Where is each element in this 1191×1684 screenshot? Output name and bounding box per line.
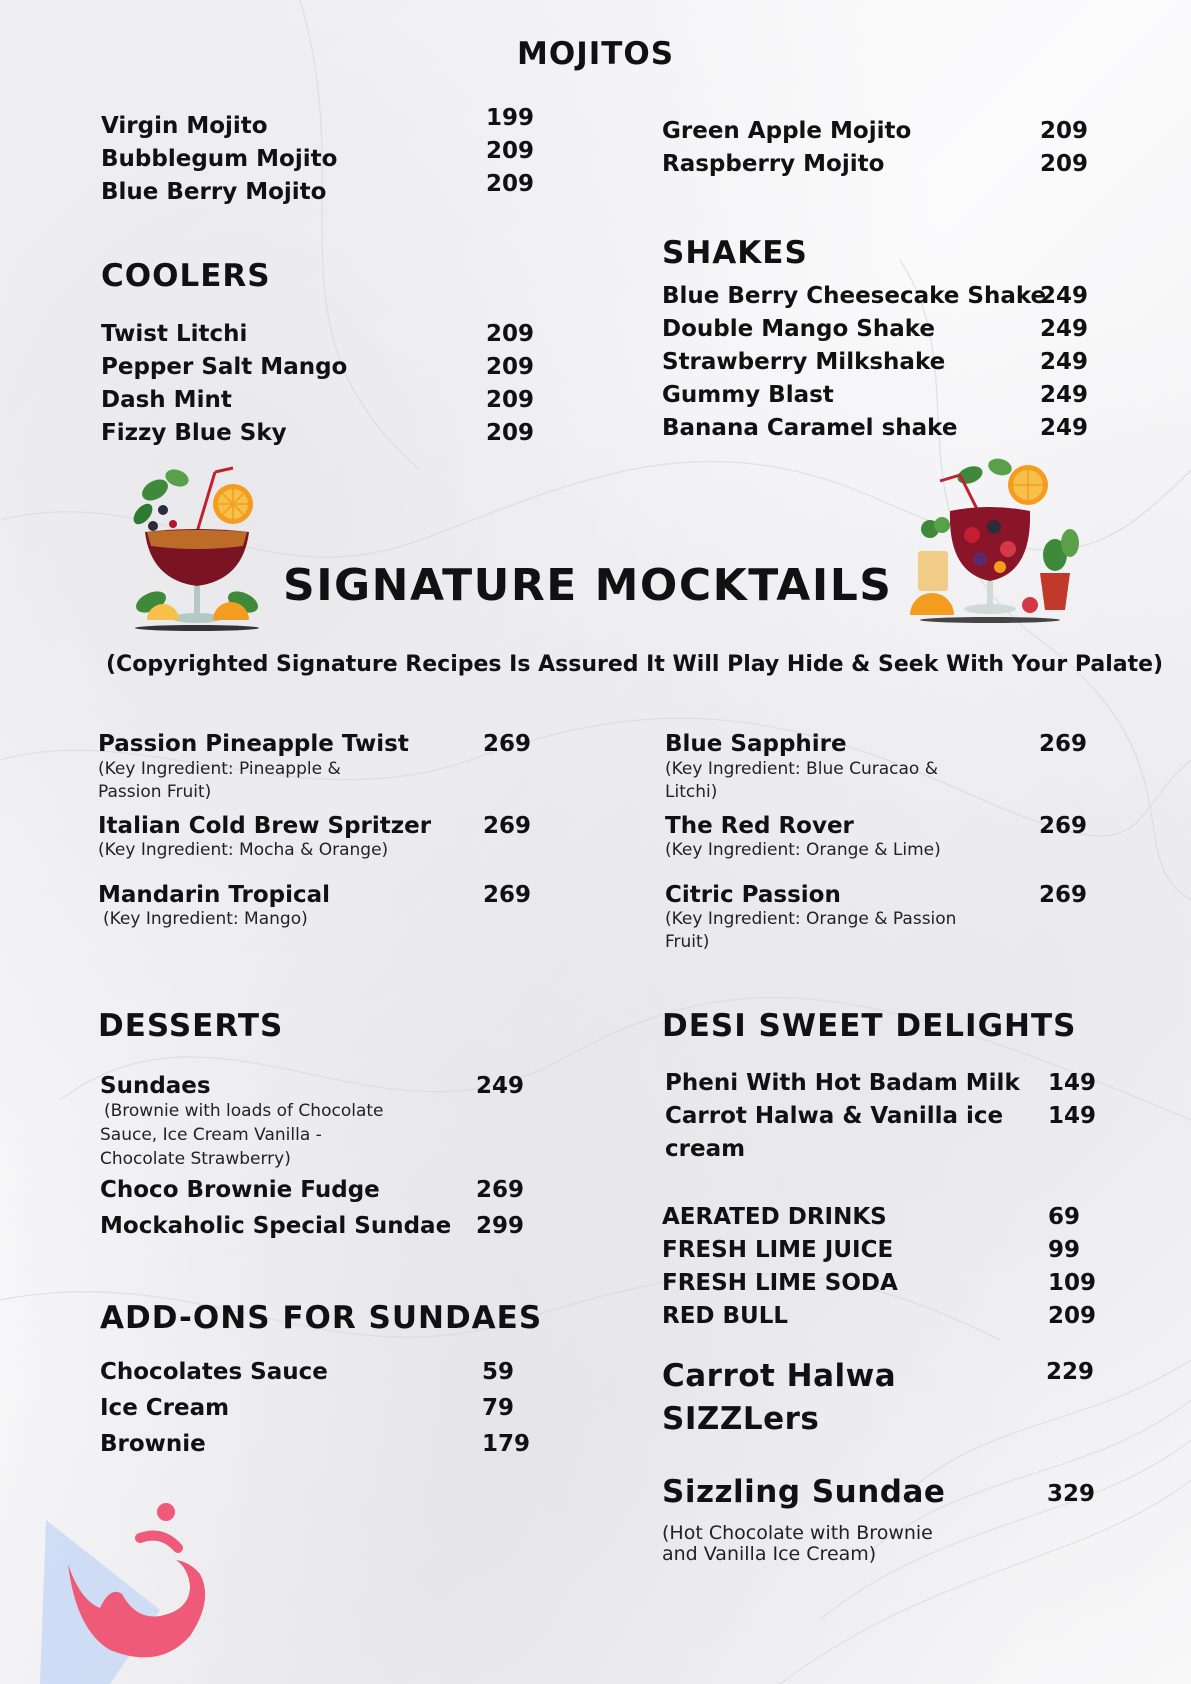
menu-item-price: 269: [1039, 731, 1088, 757]
menu-item-price: 79: [482, 1395, 515, 1421]
menu-item-price: 209: [486, 354, 535, 380]
menu-item-price: 299: [476, 1213, 525, 1239]
menu-item-description: Litchi): [665, 782, 718, 802]
menu-item-description: (Key Ingredient: Orange & Lime): [665, 840, 941, 860]
menu-item-name: Twist Litchi: [101, 321, 248, 347]
mojitos-title: MOJITOS: [517, 36, 675, 72]
coolers-title: COOLERS: [101, 258, 271, 294]
menu-item-price: 209: [486, 138, 535, 164]
menu-item-name: Blue Berry Mojito: [101, 179, 327, 205]
menu-item-price: 69: [1048, 1204, 1081, 1230]
menu-item-description: Fruit): [665, 932, 710, 952]
menu-item-description: (Key Ingredient: Mango): [103, 909, 308, 929]
menu-item-price: 59: [482, 1359, 515, 1385]
menu-item-name: Mockaholic Special Sundae: [100, 1213, 452, 1239]
menu-item-name: Banana Caramel shake: [662, 415, 958, 441]
menu-item-price: 209: [486, 171, 535, 197]
menu-item-name: The Red Rover: [665, 813, 854, 839]
menu-item-name: Virgin Mojito: [101, 113, 268, 139]
menu-item-name: cream: [665, 1136, 746, 1162]
signature-mocktails-title: SIGNATURE MOCKTAILS: [283, 560, 893, 611]
menu-item-description: (Key Ingredient: Pineapple &: [98, 759, 341, 779]
menu-item-price: 249: [1040, 316, 1089, 342]
menu-item-name: Passion Pineapple Twist: [98, 731, 409, 757]
sizzling-sundae-description: (Hot Chocolate with Brownie: [662, 1522, 933, 1544]
menu-item-description: (Key Ingredient: Orange & Passion: [665, 909, 957, 929]
splash-glass-logo: [40, 1490, 240, 1684]
menu-item-name: Pepper Salt Mango: [101, 354, 348, 380]
menu-item-name: Raspberry Mojito: [662, 151, 885, 177]
menu-item-price: 249: [476, 1073, 525, 1099]
menu-item-name: Citric Passion: [665, 882, 841, 908]
menu-item-price: 249: [1040, 415, 1089, 441]
menu-item-price: 269: [1039, 882, 1088, 908]
sizzling-sundae-title: Sizzling Sundae: [662, 1474, 946, 1510]
menu-item-name: Blue Berry Cheesecake Shake: [662, 283, 1047, 309]
menu-item-name: Bubblegum Mojito: [101, 146, 338, 172]
menu-item-name: Ice Cream: [100, 1395, 230, 1421]
menu-item-price: 99: [1048, 1237, 1081, 1263]
menu-item-price: 209: [1048, 1303, 1097, 1329]
menu-item-name: Green Apple Mojito: [662, 118, 912, 144]
fruit-mocktail-illustration: [910, 455, 1085, 625]
menu-item-price: 269: [483, 731, 532, 757]
menu-item-name: Sundaes: [100, 1073, 211, 1099]
menu-item-name: AERATED DRINKS: [662, 1204, 887, 1230]
sizzling-sundae-price: 329: [1047, 1481, 1096, 1507]
menu-item-price: 269: [483, 882, 532, 908]
desserts-title: DESSERTS: [98, 1008, 284, 1044]
menu-item-name: FRESH LIME SODA: [662, 1270, 898, 1296]
menu-item-name: Chocolates Sauce: [100, 1359, 328, 1385]
menu-item-name: Choco Brownie Fudge: [100, 1177, 380, 1203]
menu-item-price: 269: [1039, 813, 1088, 839]
sizzlers-title-line1: Carrot Halwa: [662, 1358, 897, 1394]
menu-item-name: Italian Cold Brew Spritzer: [98, 813, 432, 839]
sizzlers-title-line2: SIZZLers: [662, 1401, 820, 1437]
menu-item-name: Blue Sapphire: [665, 731, 847, 757]
sizzling-sundae-description: and Vanilla Ice Cream): [662, 1543, 877, 1565]
menu-item-price: 149: [1048, 1103, 1097, 1129]
menu-item-description: Sauce, Ice Cream Vanilla -: [100, 1125, 322, 1145]
menu-item-price: 209: [486, 387, 535, 413]
menu-item-price: 179: [482, 1431, 531, 1457]
menu-item-price: 149: [1048, 1070, 1097, 1096]
menu-item-name: Dash Mint: [101, 387, 232, 413]
menu-item-name: Mandarin Tropical: [98, 882, 331, 908]
shakes-title: SHAKES: [662, 235, 808, 271]
menu-item-name: Fizzy Blue Sky: [101, 420, 287, 446]
menu-item-description: (Key Ingredient: Mocha & Orange): [98, 840, 389, 860]
menu-item-description: (Key Ingredient: Blue Curacao &: [665, 759, 938, 779]
menu-item-description: (Brownie with loads of Chocolate: [104, 1101, 384, 1121]
desi-sweet-delights-title: DESI SWEET DELIGHTS: [662, 1008, 1077, 1044]
menu-item-name: RED BULL: [662, 1303, 789, 1329]
menu-item-price: 249: [1040, 283, 1089, 309]
menu-item-price: 269: [483, 813, 532, 839]
menu-item-name: Pheni With Hot Badam Milk: [665, 1070, 1020, 1096]
menu-item-name: Carrot Halwa & Vanilla ice: [665, 1103, 1004, 1129]
menu-item-name: Brownie: [100, 1431, 206, 1457]
menu-item-description: Chocolate Strawberry): [100, 1149, 291, 1169]
menu-item-price: 209: [486, 321, 535, 347]
menu-item-price: 109: [1048, 1270, 1097, 1296]
addons-title: ADD-ONS FOR SUNDAES: [100, 1300, 543, 1336]
menu-item-price: 249: [1040, 382, 1089, 408]
menu-item-price: 209: [1040, 118, 1089, 144]
menu-item-price: 269: [476, 1177, 525, 1203]
menu-item-name: Double Mango Shake: [662, 316, 936, 342]
menu-item-name: Strawberry Milkshake: [662, 349, 946, 375]
menu-item-description: Passion Fruit): [98, 782, 212, 802]
menu-item-price: 199: [486, 105, 535, 131]
menu-item-price: 209: [1040, 151, 1089, 177]
menu-item-name: Gummy Blast: [662, 382, 834, 408]
menu-item-price: 209: [486, 420, 535, 446]
sizzlers-price: 229: [1046, 1359, 1095, 1385]
mocktail-glass-illustration: [125, 462, 270, 632]
menu-item-name: FRESH LIME JUICE: [662, 1237, 894, 1263]
signature-subtitle: (Copyrighted Signature Recipes Is Assured It Will Play Hide & Seek With Your Palate): [106, 652, 1164, 677]
menu-item-price: 249: [1040, 349, 1089, 375]
